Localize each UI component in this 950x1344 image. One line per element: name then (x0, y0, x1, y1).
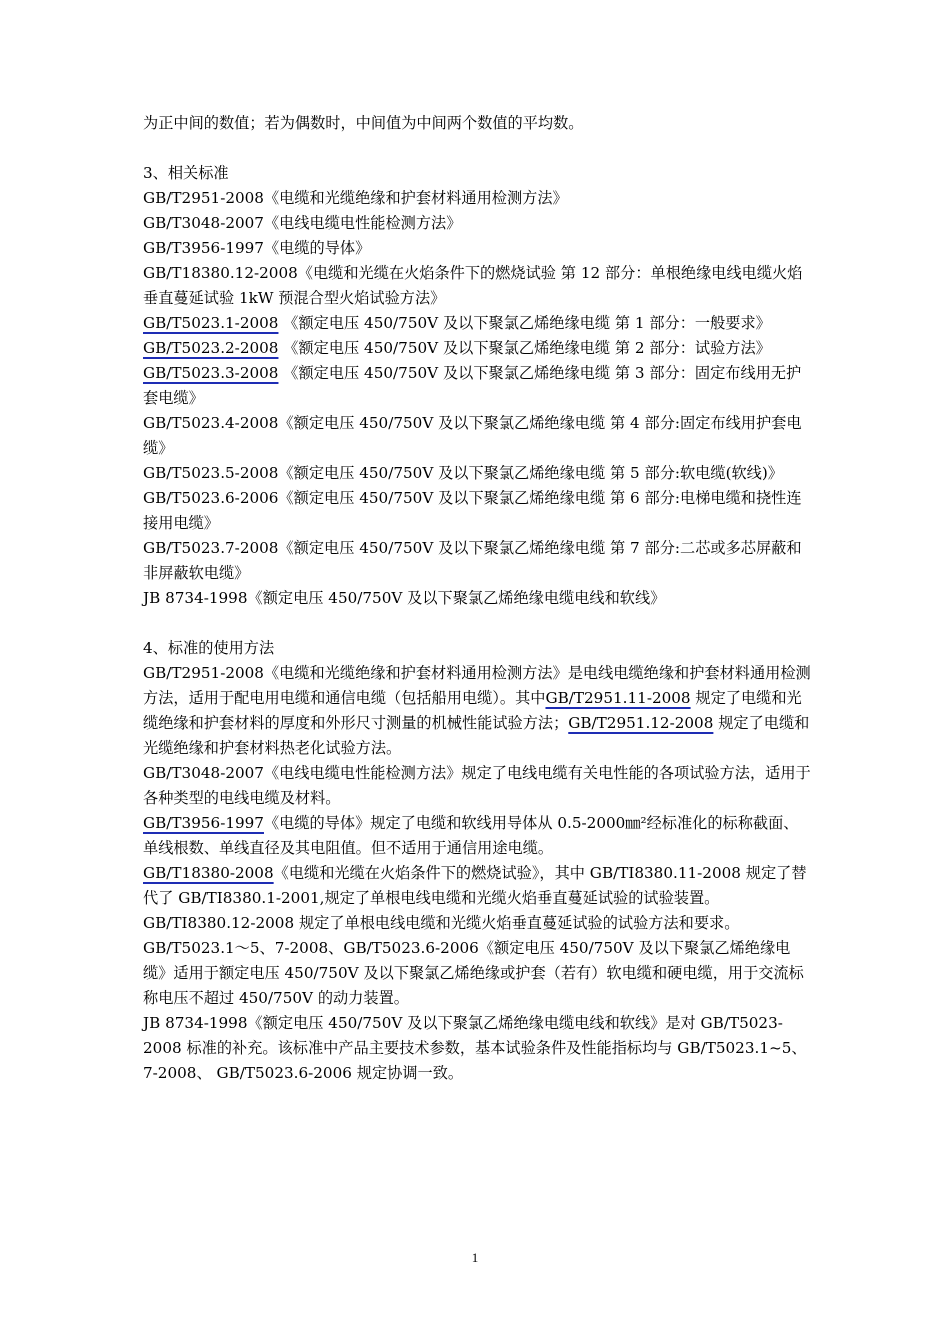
standard-item: GB/T5023.6-2006《额定电压 450/750V 及以下聚氯乙烯绝缘电缆 第 6 部分:电梯电缆和挠性连接用电缆》 (143, 489, 802, 532)
standard-link[interactable]: GB/T18380-2008 (143, 864, 274, 882)
standard-item: GB/T3048-2007《电线电缆电性能检测方法》 (143, 214, 462, 232)
standard-link[interactable]: GB/T5023.1-2008 (143, 314, 279, 332)
document-body (143, 111, 811, 1086)
standard-item: GB/T18380.12-2008《电缆和光缆在火焰条件下的燃烧试验 第 12 部分：单根绝缘电线电缆火焰垂直蔓延试验 1kW 预混合型火焰试验方法》 (143, 264, 803, 307)
standard-link[interactable]: GB/T5023.2-2008 (143, 339, 279, 357)
usage-paragraph: JB 8734-1998《额定电压 450/750V 及以下聚氯乙烯绝缘电缆电线和软线》是对 GB/T5023-2008 标准的补充。该标准中产品主要技术参数，基本试验条件及性能指标均与 GB/T5023.1~5、7-2008、 GB/T5023.6-2006 规定协调一致。 (143, 1014, 807, 1082)
standard-item: GB/T5023.2-2008 《额定电压 450/750V 及以下聚氯乙烯绝缘电缆 第 2 部分：试验方法》 (143, 339, 771, 357)
standards-list (143, 186, 811, 611)
standard-link[interactable]: GB/T2951.11-2008 (545, 689, 691, 707)
usage-paragraph: GB/T3048-2007《电线电缆电性能检测方法》规定了电线电缆有关电性能的各项试验方法，适用于各种类型的电线电缆及材料。 (143, 764, 811, 807)
standard-item: GB/T5023.5-2008《额定电压 450/750V 及以下聚氯乙烯绝缘电缆 第 5 部分:软电缆(软线)》 (143, 464, 783, 482)
spacer (143, 611, 811, 636)
standard-item: GB/T5023.1-2008 《额定电压 450/750V 及以下聚氯乙烯绝缘电缆 第 1 部分：一般要求》 (143, 314, 771, 332)
section-4-heading: 4、标准的使用方法 (143, 639, 275, 657)
standard-link[interactable]: GB/T5023.3-2008 (143, 364, 279, 382)
usage-paragraph: GB/T18380-2008《电缆和光缆在火焰条件下的燃烧试验》，其中 GB/TI8380.11-2008 规定了替代了 GB/TI8380.1-2001,规定了单根电线电缆和光缆火焰垂直蔓延试验的试验装置。GB/TI8380.12-2008 规定了单根电线电缆和光缆火焰垂直蔓延试验的试验方法和要求。 (143, 864, 807, 932)
usage-paragraph: GB/T2951-2008《电缆和光缆绝缘和护套材料通用检测方法》是电线电缆绝缘和护套材料通用检测方法，适用于配电用电缆和通信电缆（包括船用电缆）。其中GB/T2951.11-2008 规定了电缆和光缆绝缘和护套材料的厚度和外形尺寸测量的机械性能试验方法；GB/T2951.12-2008 规定了电缆和光缆绝缘和护套材料热老化试验方法。 (143, 664, 811, 757)
spacer (143, 136, 811, 161)
page-number: 1 (471, 1250, 479, 1265)
standard-item: GB/T5023.7-2008《额定电压 450/750V 及以下聚氯乙烯绝缘电缆 第 7 部分:二芯或多芯屏蔽和非屏蔽软电缆》 (143, 539, 802, 582)
usage-paragraph: GB/T3956-1997《电缆的导体》规定了电缆和软线用导体从 0.5-2000㎜²经标准化的标称截面、单线根数、单线直径及其电阻值。但不适用于通信用途电缆。 (143, 814, 799, 857)
standard-link[interactable]: GB/T2951.12-2008 (568, 714, 714, 732)
standard-item: GB/T5023.3-2008 《额定电压 450/750V 及以下聚氯乙烯绝缘电缆 第 3 部分：固定布线用无护套电缆》 (143, 364, 802, 407)
intro-line: 为正中间的数值；若为偶数时，中间值为中间两个数值的平均数。 (143, 114, 584, 132)
standard-item: JB 8734-1998《额定电压 450/750V 及以下聚氯乙烯绝缘电缆电线和软线》 (143, 589, 666, 607)
standard-item: GB/T2951-2008《电缆和光缆绝缘和护套材料通用检测方法》 (143, 189, 568, 207)
section-3-heading: 3、相关标准 (143, 164, 229, 182)
standard-link[interactable]: GB/T3956-1997 (143, 814, 264, 832)
usage-paragraph: GB/T5023.1～5、7-2008、GB/T5023.6-2006《额定电压 450/750V 及以下聚氯乙烯绝缘电缆》适用于额定电压 450/750V 及以下聚氯乙烯绝缘或护套（若有）软电缆和硬电缆，用于交流标称电压不超过 450/750V 的动力装置。 (143, 939, 804, 1007)
standard-item: GB/T3956-1997《电缆的导体》 (143, 239, 371, 257)
standard-item: GB/T5023.4-2008《额定电压 450/750V 及以下聚氯乙烯绝缘电缆 第 4 部分:固定布线用护套电缆》 (143, 414, 802, 457)
